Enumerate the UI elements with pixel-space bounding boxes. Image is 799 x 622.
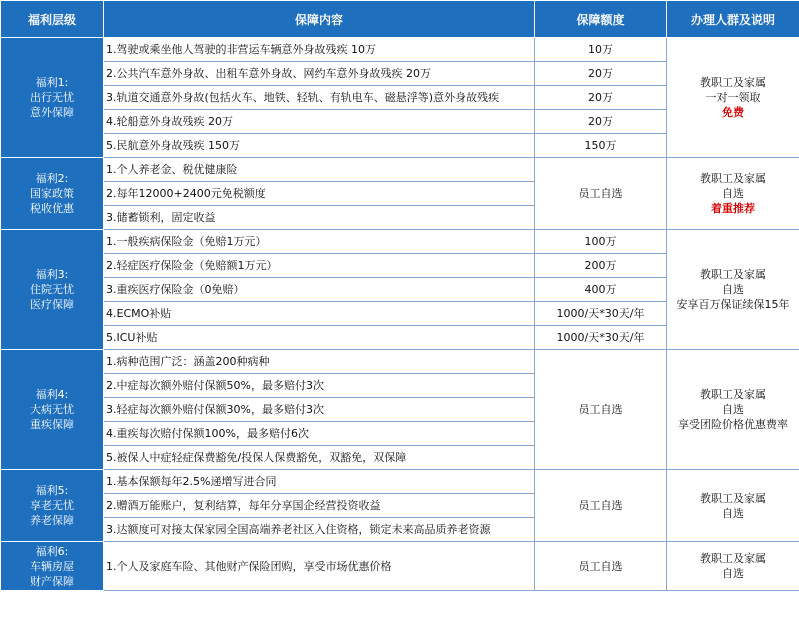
amount-cell: 150万 (535, 134, 667, 158)
table-row (1, 230, 799, 254)
content-cell: 3.达额度可对接太保家园全国高端养老社区入住资格，锁定未来高品质养老资源 (104, 518, 535, 542)
amount-cell: 100万 (535, 230, 667, 254)
amount-cell: 400万 (535, 278, 667, 302)
content-cell: 5.ICU补贴 (104, 326, 535, 350)
content-cell: 1.个人及家庭车险、其他财产保险团购，享受市场优惠价格 (104, 542, 535, 591)
content-cell: 3.轻症每次额外赔付保额30%，最多赔付3次 (104, 398, 535, 422)
content-cell: 2.赠酒万能账户，复利结算，每年分享国企经营投资收益 (104, 494, 535, 518)
note-cell-4: 教职工及家属 自选 享受团险价格优惠费率 (667, 350, 799, 470)
table-row (1, 470, 799, 494)
amount-cell: 1000/天*30天/年 (535, 326, 667, 350)
amount-cell: 20万 (535, 110, 667, 134)
content-cell: 2.轻症医疗保险金（免赔额1万元） (104, 254, 535, 278)
level-cell-3: 福利3: 住院无忧 医疗保障 (1, 230, 104, 350)
amount-cell: 1000/天*30天/年 (535, 302, 667, 326)
header-content: 保障内容 (104, 1, 535, 38)
content-cell: 4.ECMO补贴 (104, 302, 535, 326)
content-cell: 1.一般疾病保险金（免赔1万元） (104, 230, 535, 254)
level-cell-5: 福利5: 享老无忧 养老保障 (1, 470, 104, 542)
content-cell: 2.公共汽车意外身故、出租车意外身故、网约车意外身故残疾 20万 (104, 62, 535, 86)
content-cell: 1.基本保额每年2.5%递增写进合同 (104, 470, 535, 494)
free-badge: 免费 (722, 106, 744, 119)
amount-cell: 20万 (535, 86, 667, 110)
content-cell: 3.重疾医疗保险金（0免赔） (104, 278, 535, 302)
amount-cell: 20万 (535, 62, 667, 86)
content-cell: 1.个人养老金、税优健康险 (104, 158, 535, 182)
header-note: 办理人群及说明 (667, 1, 799, 38)
content-cell: 5.被保人中症轻症保费豁免/投保人保费豁免，双豁免，双保障 (104, 446, 535, 470)
recommend-badge: 着重推荐 (711, 202, 755, 215)
amount-cell: 员工自选 (535, 470, 667, 542)
note-cell-5: 教职工及家属 自选 (667, 470, 799, 542)
content-cell: 3.储蓄锁利，固定收益 (104, 206, 535, 230)
content-cell: 5.民航意外身故残疾 150万 (104, 134, 535, 158)
content-cell: 3.轨道交通意外身故(包括火车、地铁、轻轨、有轨电车、磁悬浮等)意外身故残疾 (104, 86, 535, 110)
note-cell-3: 教职工及家属 自选 安享百万保证续保15年 (667, 230, 799, 350)
amount-cell: 员工自选 (535, 542, 667, 591)
content-cell: 1.驾驶或乘坐他人驾驶的非营运车辆意外身故残疾 10万 (104, 38, 535, 62)
content-cell: 4.轮船意外身故残疾 20万 (104, 110, 535, 134)
table-row (1, 38, 799, 62)
note-cell-6: 教职工及家属 自选 (667, 542, 799, 591)
amount-cell: 10万 (535, 38, 667, 62)
level-cell-6: 福利6: 车辆房屋 财产保障 (1, 542, 104, 591)
table-row (1, 350, 799, 374)
table-row (1, 542, 799, 591)
amount-cell: 200万 (535, 254, 667, 278)
level-cell-4: 福利4: 大病无忧 重疾保障 (1, 350, 104, 470)
table-row (1, 158, 799, 182)
content-cell: 1.病种范围广泛：涵盖200种病种 (104, 350, 535, 374)
content-cell: 2.中症每次额外赔付保额50%，最多赔付3次 (104, 374, 535, 398)
content-cell: 2.每年12000+2400元免税额度 (104, 182, 535, 206)
amount-cell: 员工自选 (535, 350, 667, 470)
amount-cell: 员工自选 (535, 158, 667, 230)
header-row (1, 1, 799, 38)
note-cell-2: 教职工及家属 自选 着重推荐 (667, 158, 799, 230)
level-cell-1: 福利1: 出行无忧 意外保障 (1, 38, 104, 158)
header-level: 福利层级 (1, 1, 104, 38)
content-cell: 4.重疾每次赔付保额100%，最多赔付6次 (104, 422, 535, 446)
level-cell-2: 福利2: 国家政策 税收优惠 (1, 158, 104, 230)
header-amount: 保障额度 (535, 1, 667, 38)
note-cell-1: 教职工及家属 一对一领取 免费 (667, 38, 799, 158)
